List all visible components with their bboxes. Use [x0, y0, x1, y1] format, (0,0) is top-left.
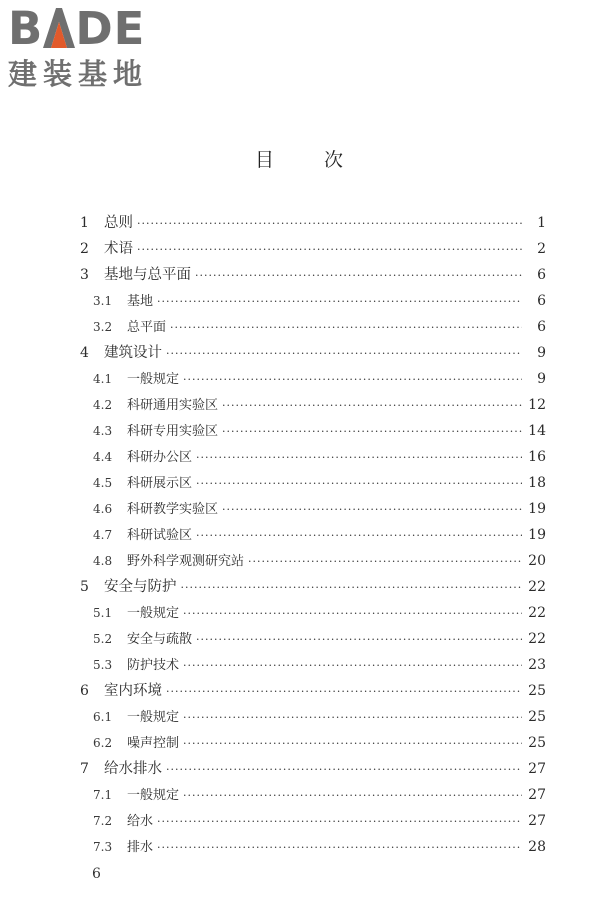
toc-section-row[interactable] — [80, 704, 546, 730]
toc-leader-dots — [183, 783, 522, 809]
toc-page-number: 23 — [528, 657, 546, 673]
toc-section-row[interactable] — [80, 392, 546, 418]
toc-label: 科研办公区 — [127, 450, 193, 465]
brand-logo — [8, 4, 178, 96]
toc-leader-dots — [157, 809, 522, 835]
toc-number: 6.1 — [93, 710, 113, 724]
toc-number: 3.2 — [93, 320, 113, 334]
toc-label: 排水 — [127, 840, 154, 855]
toc-number: 4.6 — [93, 502, 113, 516]
toc-page-number: 22 — [528, 631, 546, 647]
toc-page-number: 14 — [528, 423, 546, 439]
toc-page-number: 25 — [528, 709, 546, 725]
toc-leader-dots — [137, 237, 522, 263]
toc-label: 一般规定 — [127, 710, 180, 725]
toc-leader-dots — [183, 731, 522, 757]
toc-leader-dots — [196, 445, 522, 471]
toc-page-number: 6 — [537, 267, 546, 283]
toc-page-number: 27 — [528, 761, 546, 777]
toc-number: 7.1 — [93, 788, 113, 802]
toc-number: 4.1 — [93, 372, 113, 386]
toc-number: 5.1 — [93, 606, 113, 620]
toc-number: 6 — [80, 683, 89, 699]
toc-number: 4.8 — [93, 554, 113, 568]
toc-section-row[interactable] — [80, 496, 546, 522]
toc-page-number: 1 — [537, 215, 546, 231]
toc-section-row[interactable] — [80, 548, 546, 574]
toc-page-number: 18 — [528, 475, 546, 491]
toc-chapter-row[interactable] — [80, 210, 546, 236]
toc-page-number: 20 — [528, 553, 546, 569]
toc-page-number: 16 — [528, 449, 546, 465]
toc-number: 6.2 — [93, 736, 113, 750]
toc-leader-dots — [181, 575, 523, 601]
toc-page-number: 22 — [528, 579, 546, 595]
toc-section-row[interactable] — [80, 444, 546, 470]
toc-label: 科研展示区 — [127, 476, 193, 491]
toc-leader-dots — [222, 497, 522, 523]
logo-chinese-text: 建装基地 — [8, 57, 149, 91]
toc-leader-dots — [166, 341, 522, 367]
toc-label: 室内环境 — [104, 683, 162, 699]
toc-leader-dots — [166, 757, 522, 783]
toc-label: 野外科学观测研究站 — [127, 554, 245, 569]
toc-page-number: 6 — [537, 293, 546, 309]
toc-leader-dots — [183, 653, 522, 679]
toc-page-number: 27 — [528, 787, 546, 803]
toc-leader-dots — [222, 419, 522, 445]
toc-label: 一般规定 — [127, 788, 180, 803]
toc-chapter-row[interactable] — [80, 236, 546, 262]
toc-chapter-row[interactable] — [80, 678, 546, 704]
title-char-2: 次 — [324, 149, 346, 171]
toc-number: 7.3 — [93, 840, 113, 854]
toc-label: 基地与总平面 — [104, 267, 191, 283]
logo-letters-de: DE — [75, 2, 146, 55]
toc-number: 2 — [80, 241, 89, 257]
toc-leader-dots — [196, 627, 522, 653]
toc-label: 一般规定 — [127, 372, 180, 387]
toc-number: 4 — [80, 345, 89, 361]
toc-number: 5 — [80, 579, 89, 595]
toc-label: 基地 — [127, 294, 154, 309]
table-of-contents — [80, 210, 546, 860]
toc-number: 4.2 — [93, 398, 113, 412]
toc-label: 科研试验区 — [127, 528, 193, 543]
toc-leader-dots — [183, 705, 522, 731]
toc-leader-dots — [170, 315, 522, 341]
toc-leader-dots — [195, 263, 522, 289]
toc-leader-dots — [157, 289, 522, 315]
toc-number: 5.3 — [93, 658, 113, 672]
toc-number: 4.5 — [93, 476, 113, 490]
toc-section-row[interactable] — [80, 626, 546, 652]
toc-page-number: 9 — [537, 371, 546, 387]
toc-section-row[interactable] — [80, 366, 546, 392]
toc-page-number: 22 — [528, 605, 546, 621]
toc-page-number: 25 — [528, 683, 546, 699]
toc-leader-dots — [222, 393, 522, 419]
toc-label: 建筑设计 — [104, 345, 162, 361]
toc-number: 4.4 — [93, 450, 113, 464]
toc-section-row[interactable] — [80, 782, 546, 808]
toc-page-number: 12 — [528, 397, 546, 413]
toc-chapter-row[interactable] — [80, 340, 546, 366]
toc-section-row[interactable] — [80, 470, 546, 496]
toc-number: 3.1 — [93, 294, 113, 308]
toc-number: 4.3 — [93, 424, 113, 438]
toc-number: 5.2 — [93, 632, 113, 646]
toc-section-row[interactable] — [80, 730, 546, 756]
toc-leader-dots — [166, 679, 522, 705]
toc-label: 科研通用实验区 — [127, 398, 219, 413]
toc-page-number: 19 — [528, 527, 546, 543]
toc-chapter-row[interactable] — [80, 756, 546, 782]
toc-leader-dots — [196, 471, 522, 497]
toc-section-row[interactable] — [80, 834, 546, 860]
logo-letter-b: B — [8, 2, 44, 55]
toc-leader-dots — [157, 835, 522, 861]
toc-section-row[interactable] — [80, 600, 546, 626]
toc-section-row[interactable] — [80, 288, 546, 314]
toc-label: 总则 — [104, 215, 133, 231]
toc-number: 7 — [80, 761, 89, 777]
toc-label: 科研专用实验区 — [127, 424, 219, 439]
toc-leader-dots — [137, 211, 522, 237]
toc-label: 给水排水 — [104, 761, 162, 777]
toc-page-number: 28 — [528, 839, 546, 855]
toc-label: 安全与防护 — [104, 579, 177, 595]
title-char-1: 目 — [254, 149, 276, 171]
logo-wordmark — [8, 4, 178, 54]
page-number: 6 — [92, 866, 101, 882]
toc-label: 噪声控制 — [127, 736, 180, 751]
toc-section-row[interactable] — [80, 652, 546, 678]
toc-number: 4.7 — [93, 528, 113, 542]
toc-chapter-row[interactable] — [80, 262, 546, 288]
toc-chapter-row[interactable] — [80, 574, 546, 600]
toc-label: 一般规定 — [127, 606, 180, 621]
toc-section-row[interactable] — [80, 314, 546, 340]
toc-leader-dots — [248, 549, 522, 575]
toc-page-number: 6 — [537, 319, 546, 335]
toc-page-number: 2 — [537, 241, 546, 257]
toc-page-number: 25 — [528, 735, 546, 751]
toc-leader-dots — [183, 367, 522, 393]
toc-page-number: 27 — [528, 813, 546, 829]
toc-number: 3 — [80, 267, 89, 283]
toc-number: 1 — [80, 215, 89, 231]
toc-section-row[interactable] — [80, 418, 546, 444]
toc-label: 给水 — [127, 814, 154, 829]
toc-page-number: 19 — [528, 501, 546, 517]
toc-section-row[interactable] — [80, 522, 546, 548]
toc-leader-dots — [196, 523, 522, 549]
toc-label: 防护技术 — [127, 658, 180, 673]
toc-section-row[interactable] — [80, 808, 546, 834]
toc-label: 安全与疏散 — [127, 632, 193, 647]
toc-label: 总平面 — [127, 320, 167, 335]
toc-number: 7.2 — [93, 814, 113, 828]
logo-a-mark-icon — [43, 8, 75, 48]
toc-leader-dots — [183, 601, 522, 627]
toc-page-number: 9 — [537, 345, 546, 361]
toc-label: 科研教学实验区 — [127, 502, 219, 517]
toc-label: 术语 — [104, 241, 133, 257]
page-title — [0, 145, 600, 172]
